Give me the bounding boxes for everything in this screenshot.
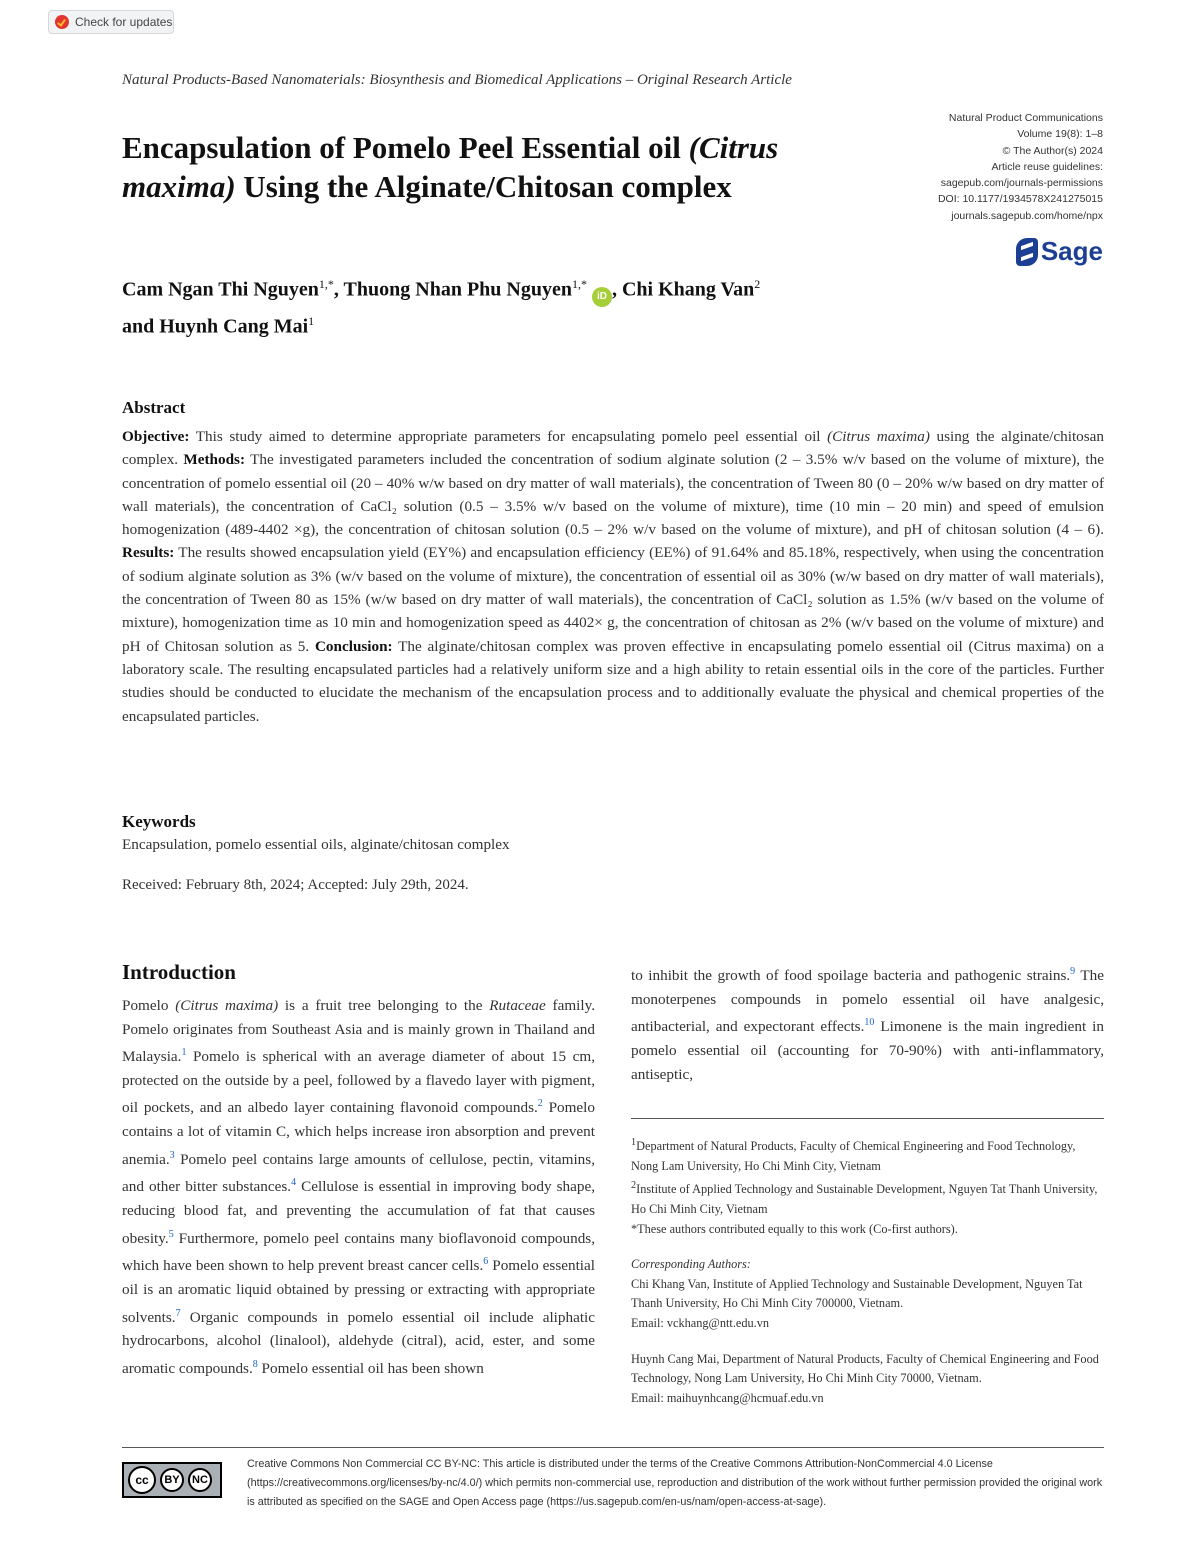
- intro-text-run: to inhibit the growth of food spoilage bacteria and pathogenic strains.: [631, 967, 1071, 985]
- results-label: Results:: [122, 544, 175, 562]
- intro-text-run: is a fruit tree belonging to the: [278, 997, 490, 1014]
- intro-italic-run: (Citrus maxima): [175, 997, 279, 1014]
- intro-text-run: Pomelo contains a lot of vitamin C, which helps increase iron absorption and prevent anemia.: [122, 1099, 595, 1168]
- reference-link[interactable]: 7: [175, 1307, 181, 1319]
- introduction-heading: Introduction: [122, 960, 236, 984]
- title-italic: (Citrus maxima): [122, 130, 779, 204]
- affiliations-divider: [631, 1118, 1104, 1119]
- equal-contribution-note: *These authors contributed equally to this work (Co-first authors).: [631, 1221, 958, 1236]
- affiliation-2: [631, 1176, 1104, 1219]
- article-title: [122, 128, 892, 206]
- crossmark-icon: [55, 15, 69, 29]
- intro-italic-run: Rutaceae: [489, 997, 546, 1014]
- intro-text-run: Pomelo peel contains large amounts of cellulose, pectin, vitamins, and other bitter substances.: [122, 1150, 595, 1196]
- reference-link[interactable]: 1: [181, 1047, 187, 1059]
- objective-text: This study aimed to determine appropriate parameters for encapsulating pomelo peel essential oil: [189, 428, 828, 445]
- results-text: The results showed encapsulation yield (EY%) and encapsulation efficiency (EE%) of 91.64% and 85.18%, respectively, when using the concentration of sodium alginate solution as 3% (w/v based on the volume of mixture), the concentration of essential oil as 30% (w/w based on dry matter of wall materials), the concentration of Tween 80 as 15% (w/w based on dry matter of wall materials), the concentration of CaCl₂ solution as 1.5% (w/v based on the volume of mixture), homogenization time as 10 min and homogenization speed as 4402× g, the concentration of chitosan as 2% (w/v based on the volume of mixture) and pH of Chitosan solution as 5.: [122, 544, 1104, 655]
- journal-name: Natural Product Communications: [948, 112, 1103, 124]
- title-part2: Using the Alginate/Chitosan complex: [235, 169, 732, 204]
- methods-text: The investigated parameters included the concentration of sodium alginate solution (2 – 3.5% w/v based on the volume of mixture), the concentration of pomelo essential oil (20 – 40% w/w based on dry matter of wall materials), the concentration of Tween 80 (0 – 20% w/w based on dry matter of wall materials), the concentration of CaCl₂ solution (0.5 – 3.5% w/v based on the volume of mixture), time (10 min – 20 min) and speed of emulsion homogenization (489-4402 ×g), the concentration of chitosan solution (0.5 – 2% w/v based on the volume of mixture), and pH of chitosan solution (4 – 6).: [122, 451, 1104, 539]
- keywords-heading: Keywords: [122, 812, 196, 831]
- by-icon: BY: [160, 1468, 184, 1492]
- corresponding-heading: Corresponding Authors:: [631, 1257, 751, 1272]
- cc-by-nc-badge[interactable]: [122, 1462, 222, 1498]
- nc-icon: NC: [188, 1468, 212, 1492]
- affiliation-2-sup: 2: [631, 1180, 637, 1192]
- corresponding-email-1[interactable]: Email: vckhang@ntt.edu.vn: [631, 1315, 770, 1330]
- affiliation-1-sup: 1: [631, 1137, 637, 1148]
- author-list: Cam Ngan Thi Nguyen$^{1,*}$, Thuong Nhan Phu Nguyen$^{1,*}$ iD , Chi Khang Van$^2$ and Huynh Cang Mai$^1$: [122, 277, 761, 338]
- conclusion-text: The alginate/chitosan complex was proven effective in encapsulating pomelo essential oil (Citrus maxima) on a laboratory scale. The resulting encapsulated particles had a relatively uniform size and a high ability to retain essential oils in the core of the particles. Further studies should be conducted to elucidate the mechanism of the encapsulation process and to additionally evaluate the physical and chemical properties of the encapsulated particles.: [122, 637, 1104, 725]
- author-4: and Huynh Cang Mai: [122, 315, 309, 338]
- intro-text-run: family. Pomelo originates from Southeast Asia and is mainly grown in Thailand and Malaysia.: [122, 997, 595, 1066]
- reference-link[interactable]: 4: [291, 1177, 297, 1189]
- objective-label: Objective:: [122, 428, 190, 445]
- methods-label: Methods:: [183, 451, 246, 469]
- corresponding-email-2[interactable]: Email: maihuynhcang@hcmuaf.edu.vn: [631, 1390, 824, 1405]
- reference-link[interactable]: 9: [1070, 966, 1076, 977]
- intro-text-run: Limonene is the main ingredient in pomelo essential oil (accounting for 70-90%) with anti-inflammatory, antiseptic,: [631, 1018, 1104, 1083]
- journal-permissions-link[interactable]: sagepub.com/journals-permissions: [940, 177, 1103, 190]
- intro-text-run: Cellulose is essential in improving body shape, reducing blood fat, and preventing the accumulation of fat that causes obesity.: [122, 1178, 596, 1247]
- intro-text-run: Pomelo is spherical with an average diameter of about 15 cm, protected on the outside by a peel, followed by a flavedo layer with pigment, oil pockets, and an albedo layer containing flavonoid compounds.: [122, 1048, 595, 1117]
- reference-link[interactable]: 2: [537, 1098, 543, 1110]
- journal-reuse: Article reuse guidelines:: [991, 160, 1103, 173]
- objective-italic: (Citrus maxima): [827, 428, 930, 445]
- journal-info: [938, 110, 1103, 224]
- reference-link[interactable]: 6: [483, 1256, 489, 1268]
- author-3-sup: 2: [754, 277, 761, 291]
- corresponding-author-2: Huynh Cang Mai, Department of Natural Products, Faculty of Chemical Engineering and Food Technology, Nong Lam University, Ho Chi Minh City 70000, Vietnam.: [631, 1351, 1099, 1386]
- received-dates: Received: February 8th, 2024; Accepted: July 29th, 2024.: [122, 877, 469, 893]
- objective-text-2: using the alginate/chitosan complex.: [122, 428, 1105, 469]
- affiliations-block: [631, 1133, 1104, 1408]
- license-text: Creative Commons Non Commercial CC BY-NC: This article is distributed under the terms of the Creative Commons Attribution-NonCommercial 4.0 License (https://creativecommons.org/licenses/by-nc/4.0/) which permits non-commercial use, reproduction and distribution of the work without further permission provided the original work is attributed as specified on the SAGE and Open Access page (https://us.sagepub.com/en-us/nam/open-access-at-sage).: [247, 1458, 1103, 1508]
- journal-copyright: © The Author(s) 2024: [1002, 144, 1103, 157]
- running-head: Natural Products-Based Nanomaterials: Biosynthesis and Biomedical Applications – Original Research Article: [122, 72, 792, 88]
- affiliation-2-text: Institute of Applied Technology and Sustainable Development, Nguyen Tat Thanh University, Ho Chi Minh City, Vietnam: [631, 1182, 1098, 1216]
- sage-logo: [1016, 236, 1103, 267]
- reference-link[interactable]: 5: [168, 1228, 174, 1240]
- check-for-updates-button[interactable]: [48, 10, 174, 34]
- intro-text-run: Pomelo: [122, 997, 176, 1014]
- intro-text-run: Pomelo essential oil has been shown: [257, 1359, 484, 1377]
- journal-volume: Volume 19(8): 1–8: [1017, 128, 1103, 141]
- intro-text-run: Furthermore, pomelo peel contains many bioflavonoid compounds, which have been shown to help prevent breast cancer cells.: [122, 1229, 595, 1275]
- orcid-icon[interactable]: iD: [592, 287, 612, 307]
- intro-text-run: The monoterpenes compounds in pomelo essential oil have analgesic, antibacterial, and expectorant effects.: [631, 967, 1105, 1036]
- intro-text-run: Organic compounds in pomelo essential oil include aliphatic hydrocarbons, alcohol (linalool), aldehyde (citral), acid, ester, and some aromatic compounds.: [122, 1308, 595, 1377]
- corresponding-author-1: Chi Khang Van, Institute of Applied Technology and Sustainable Development, Nguyen Tat Thanh University, Ho Chi Minh City 700000, Vietnam.: [631, 1276, 1083, 1311]
- reference-link[interactable]: 10: [864, 1017, 875, 1029]
- cc-icon: cc: [128, 1466, 156, 1494]
- introduction-left-column: [122, 994, 595, 1380]
- affiliation-1-text: Department of Natural Products, Faculty of Chemical Engineering and Food Technology, Nong Lam University, Ho Chi Minh City, Vietnam: [631, 1139, 1076, 1173]
- abstract-body: [122, 425, 1104, 728]
- reference-link[interactable]: 3: [169, 1149, 175, 1161]
- intro-text-run: Pomelo essential oil is an aromatic liquid obtained by pressing or extracting with appropriate solvents.: [122, 1257, 595, 1326]
- author-4-sup: 1: [308, 313, 315, 328]
- sage-s-icon: [1016, 238, 1038, 266]
- affiliation-1: [631, 1133, 1104, 1176]
- sage-wordmark: Sage: [1040, 236, 1103, 266]
- author-1: Cam Ngan Thi Nguyen: [122, 278, 319, 301]
- author-2: Thuong Nhan Phu Nguyen: [343, 278, 572, 301]
- reference-link[interactable]: 8: [252, 1358, 258, 1370]
- author-3: Chi Khang Van: [621, 278, 755, 301]
- conclusion-label: Conclusion:: [314, 637, 393, 655]
- title-part1: Encapsulation of Pomelo Peel Essential oil: [122, 130, 689, 165]
- check-for-updates-label: Check for updates: [75, 15, 173, 29]
- journal-url-link[interactable]: journals.sagepub.com/home/npx: [951, 209, 1103, 222]
- abstract-heading: Abstract: [122, 398, 186, 417]
- journal-doi-link[interactable]: DOI: 10.1177/1934578X241275015: [937, 193, 1103, 206]
- keywords-text: Encapsulation, pomelo essential oils, alginate/chitosan complex: [122, 836, 510, 853]
- author-1-sup: 1,*: [318, 277, 334, 291]
- author-2-sup: 1,*: [571, 277, 587, 291]
- introduction-right-column: [631, 960, 1104, 1086]
- license-divider: [122, 1447, 1104, 1448]
